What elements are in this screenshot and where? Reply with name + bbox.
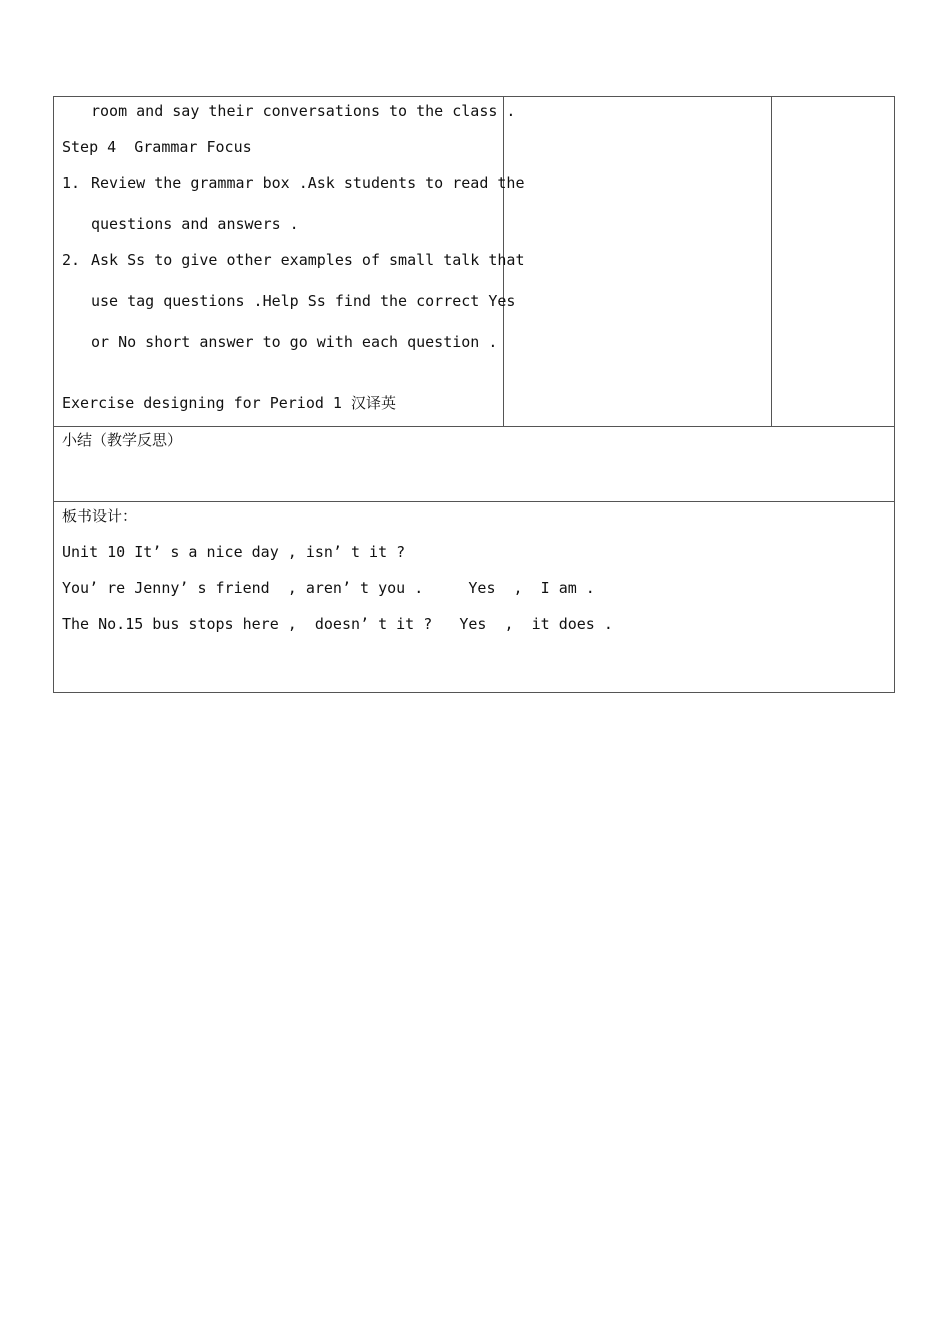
board-line-1: Unit 10 It’ s a nice day , isn’ t it ? <box>62 543 406 561</box>
empty-notes-cell <box>771 97 894 427</box>
item2-line2: use tag questions .Help Ss find the correct Yes <box>91 292 516 310</box>
lesson-plan-table <box>53 96 895 693</box>
item2-line3: or No short answer to go with each question . <box>91 333 498 351</box>
board-design-label: 板书设计： <box>62 507 138 525</box>
continuation-line: room and say their conversations to the class . <box>91 102 516 120</box>
summary-row <box>54 427 895 502</box>
board-design-cell <box>54 502 895 693</box>
exercise-line: Exercise designing for Period 1 汉译英 <box>62 394 396 412</box>
step4-heading: Step 4 Grammar Focus <box>62 138 252 156</box>
item2-line1: Ask Ss to give other examples of small talk that <box>91 251 525 269</box>
item1-number: 1. <box>62 174 81 192</box>
board-line-2: You’ re Jenny’ s friend , aren’ t you . Yes , I am . <box>62 579 595 597</box>
procedure-cell <box>54 97 525 427</box>
summary-cell <box>54 427 895 502</box>
procedure-row <box>54 97 895 427</box>
item1-line2: questions and answers . <box>91 215 299 233</box>
item2-number: 2. <box>62 251 81 269</box>
board-design-row <box>54 502 895 693</box>
item1-line1: Review the grammar box .Ask students to read the <box>91 174 525 192</box>
empty-column-cell <box>503 97 771 427</box>
summary-label: 小结（教学反思） <box>62 431 183 449</box>
board-line-3: The No.15 bus stops here , doesn’ t it ? Yes , it does . <box>62 615 613 633</box>
